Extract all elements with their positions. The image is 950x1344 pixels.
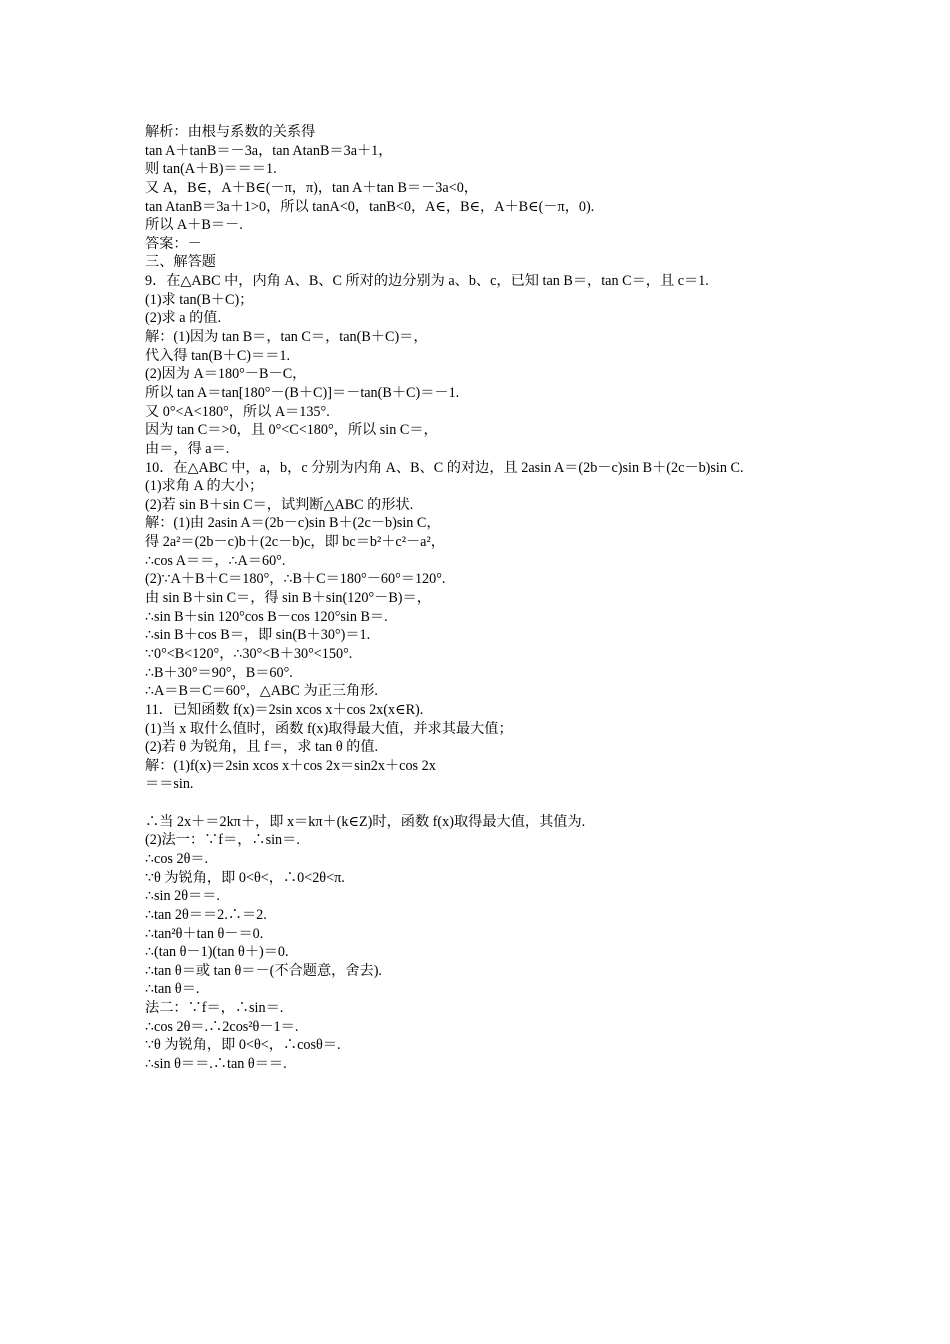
text-line: (1)求 tan(B＋C)；	[145, 291, 254, 308]
text-line: ∴tan 2θ＝＝2.∴＝2.	[145, 906, 267, 923]
text-line: 得 2a²＝(2b－c)b＋(2c－b)c，即 bc＝b²＋c²－a²，	[145, 534, 445, 551]
text-line: ∴tan θ＝或 tan θ＝－(不合题意，舍去).	[145, 962, 382, 979]
text-line: ∴当 2x＋＝2kπ＋，即 x＝kπ＋(k∈Z)时，函数 f(x)取得最大值，其值为.	[145, 813, 586, 830]
text-line: ∵0°<B<120°，∴30°<B＋30°<150°.	[145, 645, 353, 662]
text-line: 因为 tan C＝>0，且 0°<C<180°，所以 sin C＝，	[145, 422, 438, 439]
text-line: tan A＋tanB＝－3a，tan AtanB＝3a＋1，	[145, 142, 393, 159]
text-line: 所以 A＋B＝－.	[145, 217, 243, 234]
text-line: ∴tan²θ＋tan θ－＝0.	[145, 925, 264, 942]
text-line: 解析：由根与系数的关系得	[145, 124, 316, 140]
text-line: 三、解答题	[145, 254, 216, 271]
text-line: (1)求角 A 的大小；	[145, 478, 264, 495]
text-line: 代入得 tan(B＋C)＝＝1.	[145, 347, 291, 364]
text-line: ∴B＋30°＝90°，B＝60°.	[145, 664, 293, 681]
text-line: ∴A＝B＝C＝60°，△ABC 为正三角形.	[145, 683, 378, 700]
text-line: (2)求 a 的值.	[145, 310, 222, 327]
text-line: 11．已知函数 f(x)＝2sin xcos x＋cos 2x(x∈R).	[145, 701, 424, 718]
text-line: 又 0°<A<180°，所以 A＝135°.	[145, 403, 330, 420]
text-line: 由＝，得 a＝.	[145, 440, 230, 457]
text-line: 则 tan(A＋B)＝＝＝1.	[145, 161, 277, 178]
text-line: 答案：－	[145, 235, 202, 252]
text-line: (2)若 θ 为锐角，且 f＝，求 tan θ 的值.	[145, 739, 379, 756]
text-line: ∵θ 为锐角，即 0<θ<，∴0<2θ<π.	[145, 869, 345, 886]
text-line: ∴sin B＋cos B＝，即 sin(B＋30°)＝1.	[145, 627, 371, 644]
text-line: 解：(1)f(x)＝2sin xcos x＋cos 2x＝sin2x＋cos 2x	[145, 757, 436, 774]
text-line: ∴cos 2θ＝.	[145, 850, 209, 867]
text-line: 又 A，B∈，A＋B∈(－π，π)，tan A＋tan B＝－3a<0，	[145, 179, 478, 196]
text-line: tan AtanB＝3a＋1>0，所以 tanA<0，tanB<0，A∈，B∈，A＋B∈(－π，0).	[145, 198, 595, 215]
text-line: 解：(1)由 2asin A＝(2b－c)sin B＋(2c－b)sin C，	[145, 515, 441, 532]
text-line: 9．在△ABC 中，内角 A、B、C 所对的边分别为 a、b、c，已知 tan B＝，tan C＝，且 c＝1.	[145, 273, 709, 290]
text-line: ∵θ 为锐角，即 0<θ<，∴cosθ＝.	[145, 1037, 341, 1054]
text-line: ∴(tan θ－1)(tan θ＋)＝0.	[145, 944, 289, 961]
text-line: 由 sin B＋sin C＝，得 sin B＋sin(120°－B)＝，	[145, 590, 431, 607]
document-body	[145, 123, 845, 1074]
text-line: ∴tan θ＝.	[145, 981, 200, 998]
text-line: ∴sin 2θ＝＝.	[145, 888, 220, 905]
text-line: (1)当 x 取什么值时，函数 f(x)取得最大值，并求其最大值；	[145, 720, 513, 737]
text-line	[145, 794, 845, 813]
text-line: ∴cos 2θ＝.∴2cos²θ－1＝.	[145, 1018, 299, 1035]
text-line: (2)若 sin B＋sin C＝，试判断△ABC 的形状.	[145, 496, 414, 513]
text-line: 解：(1)因为 tan B＝，tan C＝，tan(B＋C)＝，	[145, 329, 428, 346]
text-line: ∴sin θ＝＝.∴tan θ＝＝.	[145, 1056, 287, 1073]
text-line: ∴cos A＝＝，∴A＝60°.	[145, 552, 286, 569]
text-line: (2)∵A＋B＋C＝180°，∴B＋C＝180°－60°＝120°.	[145, 571, 446, 588]
text-line: 所以 tan A＝tan[180°－(B＋C)]＝－tan(B＋C)＝－1.	[145, 384, 460, 401]
text-line: 10．在△ABC 中，a，b，c 分别为内角 A、B、C 的对边，且 2asin A＝(2b－c)sin B＋(2c－b)sin C.	[145, 459, 744, 476]
text-line: 法二：∵f＝，∴sin＝.	[145, 1000, 284, 1017]
text-line: (2)法一：∵f＝，∴sin＝.	[145, 832, 300, 849]
text-line: (2)因为 A＝180°－B－C，	[145, 366, 307, 383]
text-line: ∴sin B＋sin 120°cos B－cos 120°sin B＝.	[145, 608, 388, 625]
text-line: ＝＝sin.	[145, 776, 194, 793]
